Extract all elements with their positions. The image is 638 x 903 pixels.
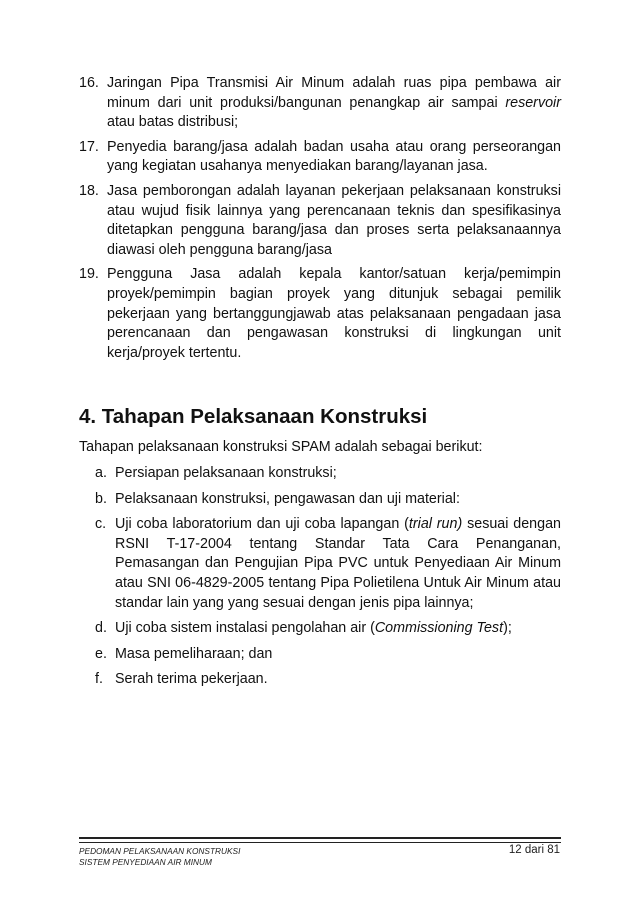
list-item (95, 515, 561, 613)
item-letter: d. (95, 620, 107, 637)
footer-subtitle-line: SISTEM PENYEDIAAN AIR MINUM (79, 857, 212, 867)
item-number: 16. (79, 75, 99, 91)
list-item (95, 490, 561, 510)
item-text: Uji coba sistem instalasi pengolahan air (Commissioning Test); (115, 620, 512, 637)
item-text: Pelaksanaan konstruksi, pengawasan dan uji material: (115, 490, 460, 507)
list-item (95, 670, 561, 690)
item-number: 17. (79, 138, 99, 155)
list-item (95, 645, 561, 665)
item-number: 18. (79, 182, 99, 199)
item-number: 19. (79, 266, 99, 283)
item-text: Serah terima pekerjaan. (115, 671, 268, 688)
footer-title-line: PEDOMAN PELAKSANAAN KONSTRUKSI (79, 846, 241, 856)
list-item (79, 265, 561, 363)
section-intro: Tahapan pelaksanaan konstruksi SPAM adalah sebagai berikut: (79, 439, 483, 455)
footer-divider (79, 837, 561, 843)
item-text: Penyedia barang/jasa adalah badan usaha atau orang perseorangan yang kegiatan usahanya menyediakan barang/layanan jasa. (107, 138, 561, 175)
item-text: Uji coba laboratorium dan uji coba lapangan (trial run) sesuai dengan RSNI T-17-2004 tentang Standar Tata Cara Penanganan, Pemasangan dan Pengujian Pipa PVC untuk Penyediaan Air Minum atau SNI 06-4829-2005 tentang Pipa Polietilena Untuk Air Minum atau standar lain yang yang sesuai dengan jenis pipa lainnya; (115, 516, 561, 611)
page-number: 12 dari 81 (508, 844, 560, 856)
list-item (95, 464, 561, 484)
definition-list (79, 74, 561, 368)
item-text: Persiapan pelaksanaan konstruksi; (115, 465, 337, 481)
list-item (79, 138, 561, 177)
item-letter: e. (95, 645, 107, 662)
steps-list (95, 464, 561, 696)
item-letter: b. (95, 490, 107, 507)
item-text: Masa pemeliharaan; dan (115, 645, 273, 662)
item-text: Jasa pemborongan adalah layanan pekerjaan pelaksanaan konstruksi atau wujud fisik lainnya yang perencanaan teknis dan spesifikasinya ditetapkan pengguna barang/jasa dan proses serta pelaksanaannya diawasi oleh pengguna barang/jasa (107, 182, 561, 258)
section-heading: 4. Tahapan Pelaksanaan Konstruksi (79, 405, 428, 428)
footer-title (79, 846, 240, 868)
item-letter: f. (95, 671, 103, 688)
list-item (95, 619, 561, 639)
item-text: Jaringan Pipa Transmisi Air Minum adalah ruas pipa pembawa air minum dari unit produksi/bangunan penangkap air sampai reservoir atau batas distribusi; (107, 75, 561, 131)
list-item (79, 182, 561, 260)
item-text: Pengguna Jasa adalah kepala kantor/satuan kerja/pemimpin proyek/pemimpin bagian proyek yang ditunjuk sebagai pemilik pekerjaan yang bertanggungjawab atas pelaksanaan pengadaan jasa perencanaan dan pengawasan konstruksi di lingkungan unit kerja/proyek tertentu. (107, 266, 561, 361)
list-item (79, 74, 561, 133)
item-letter: c. (95, 516, 107, 533)
item-letter: a. (95, 465, 107, 481)
